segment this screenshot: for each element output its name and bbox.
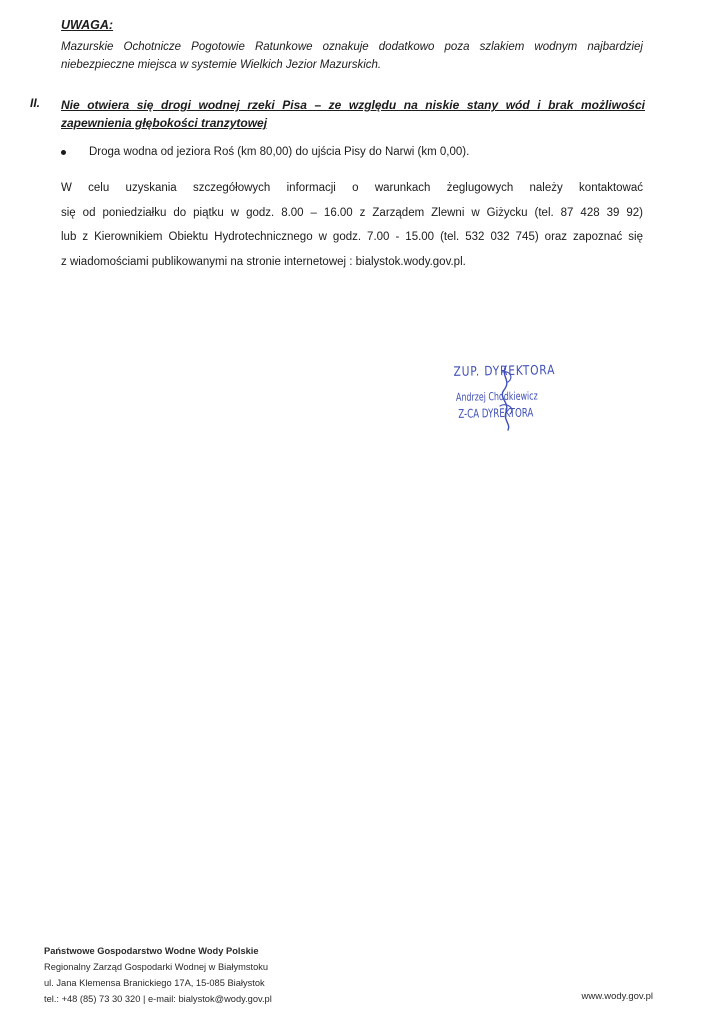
paragraph-line: z wiadomościami publikowanymi na stronie internetowej : bialystok.wody.gov.pl.: [61, 255, 466, 268]
stamp-title: ZUP. DYREKTORA: [453, 363, 556, 380]
handwritten-signature: [476, 362, 536, 432]
list-item-text: Droga wodna od jeziora Roś (km 80,00) do ujścia Pisy do Narwi (km 0,00).: [89, 146, 470, 158]
uwaga-body: Mazurskie Ochotnicze Pogotowie Ratunkowe oznakuje dodatkowo poza szlakiem wodnym najbardziej niebezpieczne miejsca w systemie Wielkich Jezior Mazurskich.: [61, 41, 643, 71]
bullet-icon: [61, 150, 66, 155]
footer-organization: Państwowe Gospodarstwo Wodne Wody Polskie: [44, 946, 259, 956]
paragraph-line: się od poniedziałku do piątku w godz. 8.00 – 16.00 z Zarządem Zlewni w Giżycku (tel. 87 428 39 92): [61, 206, 643, 219]
paragraph-line: lub z Kierownikiem Obiektu Hydrotechnicznego w godz. 7.00 - 15.00 (tel. 532 032 745) oraz zapoznać się: [61, 231, 643, 243]
section-title: Nie otwiera się drogi wodnej rzeki Pisa – ze względu na niskie stany wód i brak możliwości zapewnienia głębokości tranzytowej: [61, 98, 645, 130]
stamp-position: Z-CA DYREKTORA: [458, 405, 534, 421]
footer-website-link[interactable]: www.wody.gov.pl: [581, 991, 653, 1002]
footer-region: Regionalny Zarząd Gospodarki Wodnej w Białymstoku: [44, 962, 269, 972]
uwaga-heading: UWAGA:: [61, 18, 114, 32]
info-paragraph: [61, 176, 643, 274]
stamp-name: Andrzej Chodkiewicz: [455, 389, 538, 404]
footer-address: ul. Jana Klemensa Branickiego 17A, 15-085 Białystok: [44, 978, 265, 988]
footer-contact: tel.: +48 (85) 73 30 320 | e-mail: bialystok@wody.gov.pl: [44, 994, 272, 1004]
section-number: II.: [30, 96, 41, 110]
page-footer: [44, 943, 272, 1007]
paragraph-line: W celu uzyskania szczegółowych informacji o warunkach żeglugowych należy kontaktować: [61, 182, 643, 194]
